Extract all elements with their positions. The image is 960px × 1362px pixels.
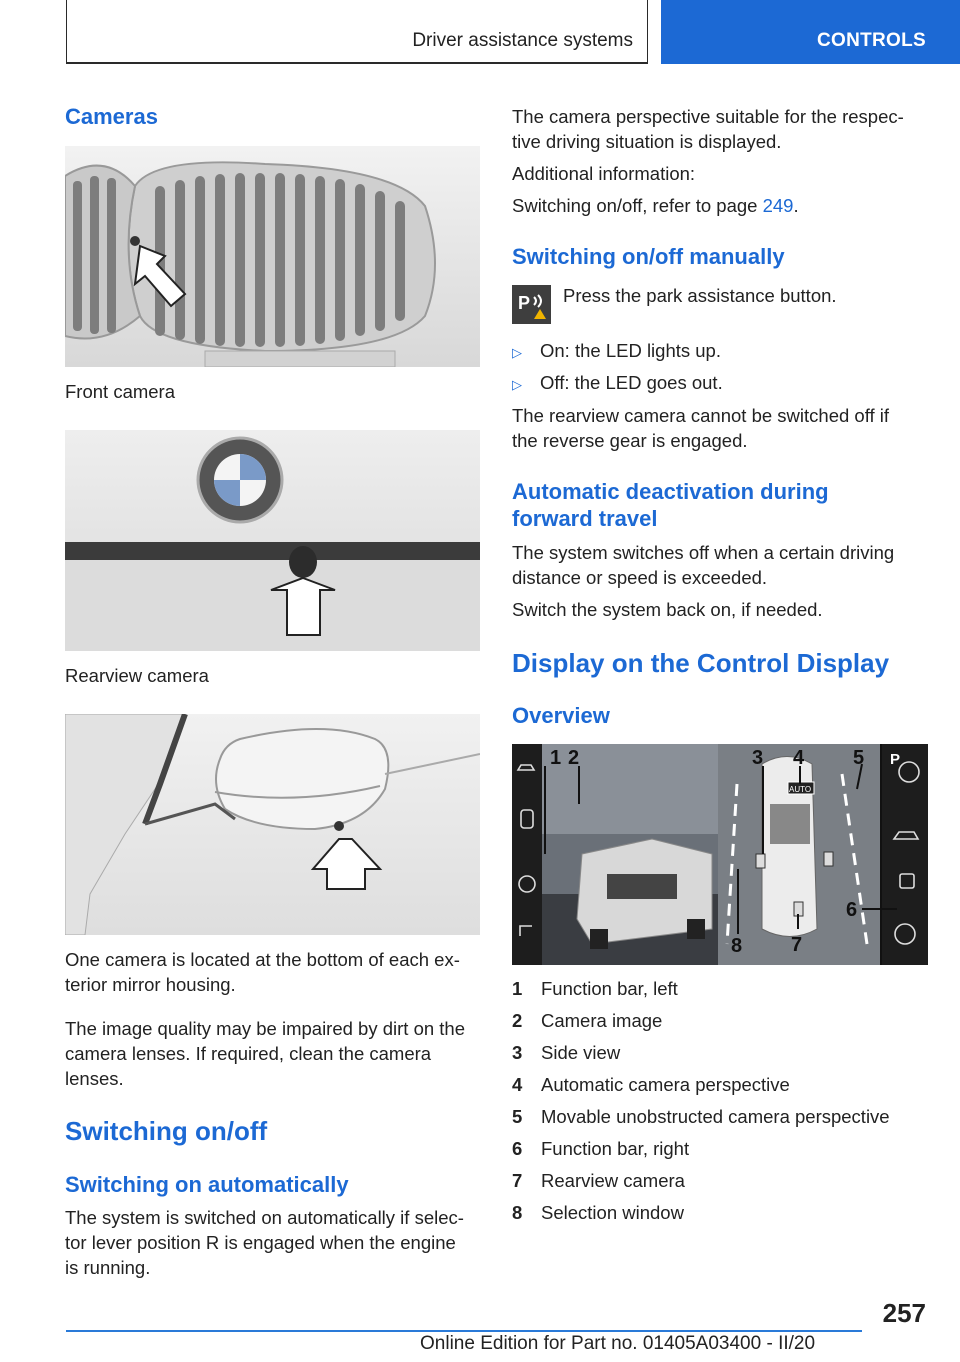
auto-text-line-1: The system is switched on automatically if selec- (65, 1207, 464, 1228)
bullet-off (512, 370, 723, 397)
auto-badge-text: AUTO (789, 785, 812, 794)
auto-text-line-3: is running. (65, 1257, 151, 1278)
list-item (512, 1074, 790, 1096)
callout-8: 8 (731, 935, 743, 957)
header-chapter-title: CONTROLS (816, 30, 926, 51)
caption-rearview-camera: Rearview camera (65, 665, 209, 686)
svg-text:P: P (518, 293, 531, 313)
auto-text-line-2: tor lever position R is engaged when the engine (65, 1232, 456, 1253)
list-item-text: Selection window (541, 1202, 684, 1223)
rearview-camera-image (65, 430, 480, 651)
callout-5: 5 (853, 747, 865, 769)
refer-prefix: Switching on/off, refer to page (512, 195, 763, 216)
deactivation-heading-line-1: Automatic deactivation during (512, 479, 829, 504)
additional-info-label: Additional information: (512, 163, 696, 184)
list-item-text: Movable unobstructed camera perspective (541, 1106, 890, 1127)
list-item-number: 3 (512, 1042, 523, 1063)
mirror-text-line-2: terior mirror housing. (65, 974, 236, 995)
quality-text-line-2: camera lenses. If required, clean the camera (65, 1043, 432, 1064)
control-display-heading: Display on the Control Display (512, 648, 890, 678)
list-item (512, 1202, 684, 1224)
list-item (512, 1106, 890, 1128)
list-item (512, 1138, 689, 1160)
rear-text-line-2: the reverse gear is engaged. (512, 430, 748, 451)
deactivation-text-line-1: The system switches off when a certain driving (512, 542, 895, 563)
callout-4: 4 (793, 747, 805, 769)
svg-text:P: P (890, 751, 901, 768)
rear-text-line-1: The rearview camera cannot be switched off if (512, 405, 890, 426)
callout-1: 1 (550, 747, 562, 769)
callout-6: 6 (846, 899, 858, 921)
callout-3: 3 (752, 747, 764, 769)
footer-divider (66, 1330, 862, 1332)
callout-2: 2 (568, 747, 580, 769)
auto-switching-heading: Switching on automatically (65, 1172, 349, 1197)
control-display-image (512, 744, 928, 965)
deactivation-text-line-2: distance or speed is exceeded. (512, 567, 768, 588)
triangle-bullet-icon: ▷ (512, 377, 522, 392)
cameras-heading: Cameras (65, 104, 158, 129)
list-item-text: Side view (541, 1042, 621, 1063)
list-item-text: Rearview camera (541, 1170, 685, 1191)
press-button-text: Press the park assistance button. (563, 285, 837, 306)
front-camera-image (65, 146, 480, 367)
list-item-text: Camera image (541, 1010, 663, 1031)
overview-heading: Overview (512, 703, 610, 728)
list-item (512, 1170, 685, 1192)
caption-front-camera: Front camera (65, 381, 176, 402)
list-item-number: 4 (512, 1074, 523, 1095)
triangle-bullet-icon: ▷ (512, 345, 522, 360)
list-item (512, 1010, 662, 1032)
list-item-number: 1 (512, 978, 523, 999)
mirror-text-line-1: One camera is located at the bottom of each ex- (65, 949, 460, 970)
refer-line (512, 193, 799, 218)
list-item-number: 2 (512, 1010, 523, 1031)
deactivation-heading-line-2: forward travel (512, 506, 658, 531)
header-section-title: Driver assistance systems (412, 30, 633, 51)
manual-switching-heading: Switching on/off manually (512, 244, 785, 269)
perspective-text-line-2: tive driving situation is displayed. (512, 131, 782, 152)
mirror-camera-image (65, 714, 480, 935)
list-item-number: 5 (512, 1106, 523, 1127)
list-item (512, 978, 678, 1000)
bullet-off-text: Off: the LED goes out. (540, 372, 723, 393)
perspective-text-line-1: The camera perspective suitable for the respec- (512, 106, 904, 127)
bullet-on (512, 338, 721, 365)
list-item-text: Function bar, left (541, 978, 678, 999)
page-number: 257 (882, 1298, 926, 1328)
switching-heading: Switching on/off (65, 1116, 268, 1146)
list-item (512, 1042, 620, 1064)
list-item-number: 6 (512, 1138, 523, 1159)
list-item-text: Automatic camera perspective (541, 1074, 790, 1095)
header-section-box (66, 0, 648, 64)
list-item-number: 7 (512, 1170, 523, 1191)
header-chapter-tab[interactable] (661, 0, 960, 64)
list-item-number: 8 (512, 1202, 523, 1223)
refer-suffix: . (793, 195, 799, 216)
deactivation-text-line-3: Switch the system back on, if needed. (512, 599, 823, 620)
quality-text-line-3: lenses. (65, 1068, 124, 1089)
page-link-249[interactable]: 249 (762, 195, 794, 216)
quality-text-line-1: The image quality may be impaired by dirt on the (65, 1018, 466, 1039)
bullet-on-text: On: the LED lights up. (540, 340, 721, 361)
callout-7: 7 (791, 934, 803, 956)
list-item-text: Function bar, right (541, 1138, 690, 1159)
park-assistance-button-icon (512, 285, 551, 324)
footer-edition: Online Edition for Part no. 01405A03400 - II/20 (420, 1333, 816, 1354)
